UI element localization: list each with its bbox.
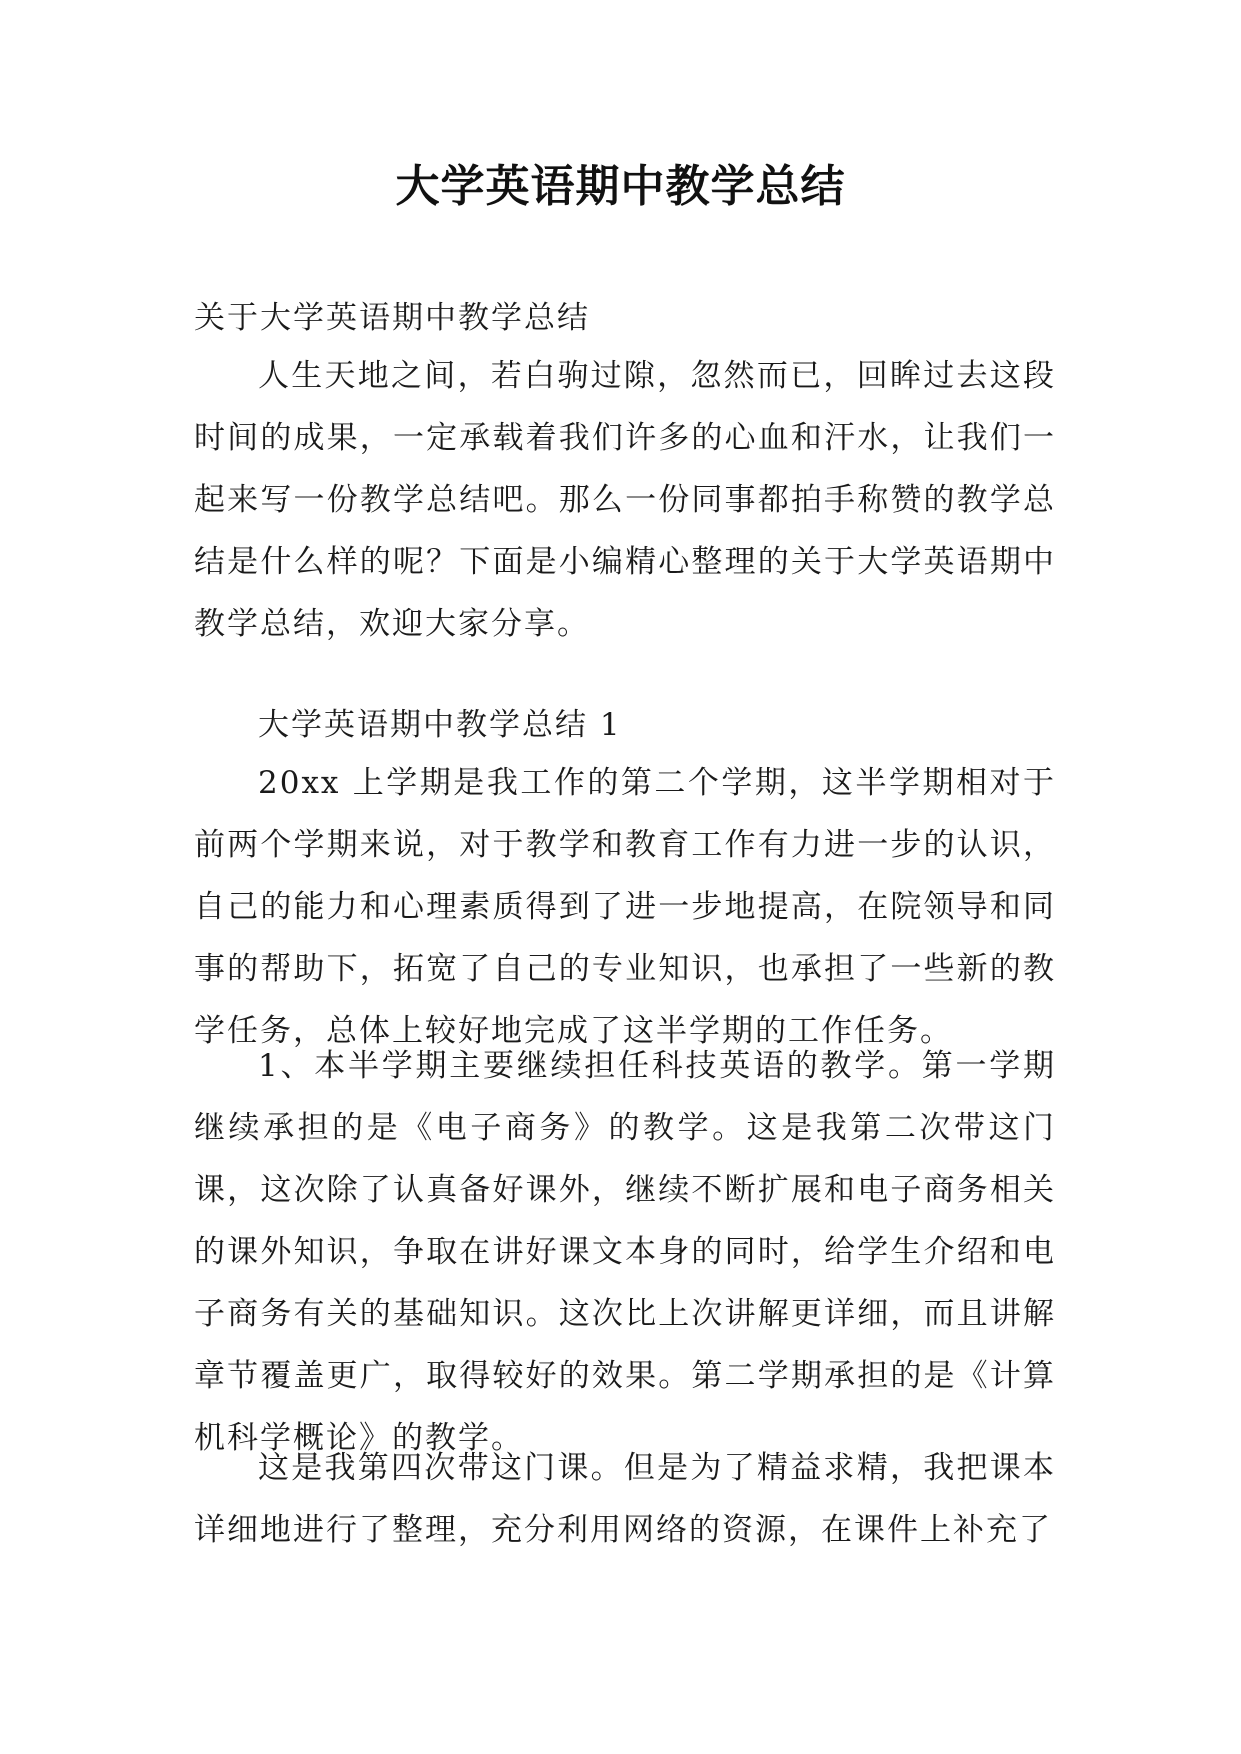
body-paragraph: 1、本半学期主要继续担任科技英语的教学。第一学期继续承担的是《电子商务》的教学。这是我第二次带这门课，这次除了认真备好课外，继续不断扩展和电子商务相关的课外知识，争取在讲好课文本身的同时，给学生介绍和电子商务有关的基础知识。这次比上次讲解更详细，而且讲解章节覆盖更广，取得较好的效果。第二学期承担的是《计算机科学概论》的教学。 — [194, 1048, 1056, 1456]
intro-paragraph: 人生天地之间，若白驹过隙，忽然而已，回眸过去这段时间的成果，一定承载着我们许多的心血和汗水，让我们一起来写一份教学总结吧。那么一份同事都拍手称赞的教学总结是什么样的呢？下面是小编精心整理的关于大学英语期中教学总结，欢迎大家分享。 — [194, 358, 1056, 642]
document-title: 大学英语期中教学总结 — [395, 161, 846, 212]
body-paragraph: 这是我第四次带这门课。但是为了精益求精，我把课本详细地进行了整理，充分利用网络的资源，在课件上补充了 — [194, 1450, 1056, 1548]
section-heading: 大学英语期中教学总结 1 — [258, 707, 622, 743]
body-paragraph: 20xx 上学期是我工作的第二个学期，这半学期相对于前两个学期来说，对于教学和教育工作有力进一步的认识，自己的能力和心理素质得到了进一步地提高，在院领导和同事的帮助下，拓宽了自己的专业知识，也承担了一些新的教学任务，总体上较好地完成了这半学期的工作任务。 — [194, 765, 1056, 1049]
document-subtitle: 关于大学英语期中教学总结 — [194, 300, 590, 336]
